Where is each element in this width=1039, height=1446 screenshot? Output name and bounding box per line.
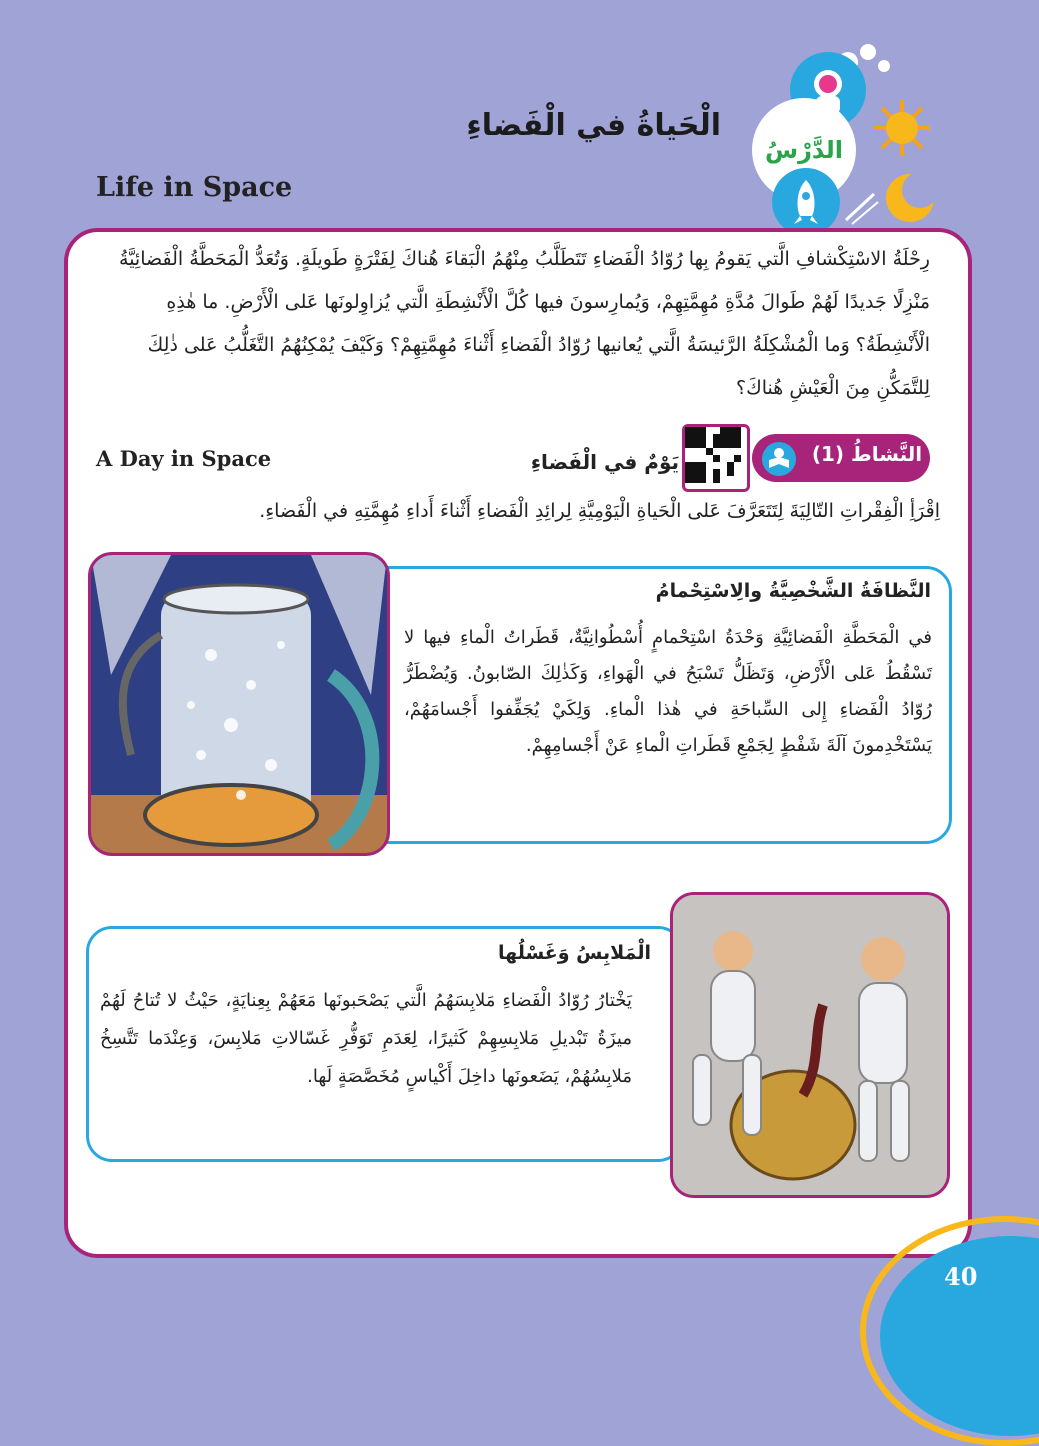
lesson-label: الدَّرْسُ: [764, 136, 844, 164]
activity-title-arabic: يَوْمٌ في الْفَضاءِ: [530, 450, 679, 474]
thought-bubble-dot: [878, 60, 890, 72]
hygiene-section-title: النَّظافَةُ الشَّخْصِيَّةُ والِاسْتِحْمامُ: [655, 580, 931, 602]
clothes-section-title: الْمَلابِسُ وَغَسْلُها: [498, 942, 651, 964]
astronauts-laundry-illustration: [670, 892, 950, 1198]
sun-icon: [872, 98, 932, 158]
qr-code-icon[interactable]: [682, 424, 750, 492]
page-title-arabic: الْحَياةُ في الْفَضاءِ: [466, 108, 721, 143]
shower-illustration: [88, 552, 390, 856]
page-title-english: Life in Space: [96, 172, 293, 203]
moon-icon: [882, 170, 938, 226]
activity-instruction: اِقْرَأِ الْفِقْراتِ التّالِيَةَ لِتَتَعَرَّفَ عَلى الْحَياةِ الْيَوْمِيَّةِ لِرائِدِ الْفَضاءِ أَثْناءَ أَداءِ مُهِمَّتِهِ في الْفَضاءِ.: [259, 500, 940, 522]
shooting-star-icon: [842, 186, 882, 226]
page-number: 40: [944, 1262, 978, 1291]
hygiene-section-body: في الْمَحَطَّةِ الْفَضائِيَّةِ وَحْدَةُ اسْتِحْمامٍ أُسْطُوانِيَّةٌ، قَطَراتُ الْماءِ فيها لا تَسْقُطُ عَلى الْأَرْضِ، وَتَظَلُّ تَسْبَحُ في الْهَواءِ، وَكَذٰلِكَ الصّابونُ. وَيُضْطَرُّ رُوّادُ الْفَضاءِ إِلى السِّباحَةِ في هٰذا الْماءِ. وَلِكَيْ يُجَفِّفوا أَجْسامَهُمْ، يَسْتَخْدِمونَ آلَةَ شَفْطٍ لِجَمْعِ قَطَراتِ الْماءِ عَنْ أَجْسامِهِمْ.: [404, 627, 932, 756]
rocket-icon: [772, 168, 840, 236]
intro-paragraph: رِحْلَةُ الاسْتِكْشافِ الَّتي يَقومُ بِها رُوّادُ الْفَضاءِ تَتَطَلَّبُ مِنْهُمُ الْبَقاءَ هُناكَ لِفَتْرَةٍ طَويلَةٍ. وَتُعَدُّ الْمَحَطَّةُ الْفَضائِيَّةُ مَنْزِلًا جَديدًا لَهُمْ طَوالَ مُدَّةِ مُهِمَّتِهِمْ، وَيُمارِسونَ فيها كُلَّ الْأَنْشِطَةِ الَّتي يُزاوِلونَها عَلى الْأَرْضِ. ما هٰذِهِ الْأَنْشِطَةُ؟ وَما الْمُشْكِلَةُ الرَّئيسَةُ الَّتي يُعانيها رُوّادُ الْفَضاءِ أَثْناءَ مُهِمَّتِهِمْ؟ وَكَيْفَ يُمْكِنُهُمُ التَّغَلُّبُ عَلى ذٰلِكَ لِلتَّمَكُّنِ مِنَ الْعَيْشِ هُناكَ؟: [119, 248, 930, 399]
clothes-section-body: يَخْتارُ رُوّادُ الْفَضاءِ مَلابِسَهُمُ الَّتي يَصْحَبونَها مَعَهُمْ بِعِنايَةٍ، حَيْثُ لا تُتاحُ لَهُمْ ميزَةُ تَبْديلِ مَلابِسِهِمْ كَثيرًا، لِعَدَمِ تَوَفُّرِ غَسّالاتِ مَلابِسَ، وَعِنْدَما تَتَّسِخُ مَلابِسُهُمْ، يَضَعونَها داخِلَ أَكْياسٍ مُخَصَّصَةٍ لَها.: [100, 990, 632, 1087]
activity-title-english: A Day in Space: [96, 446, 272, 471]
activity-label: النَّشاطُ (1): [811, 442, 923, 466]
reading-child-icon: [762, 442, 796, 476]
